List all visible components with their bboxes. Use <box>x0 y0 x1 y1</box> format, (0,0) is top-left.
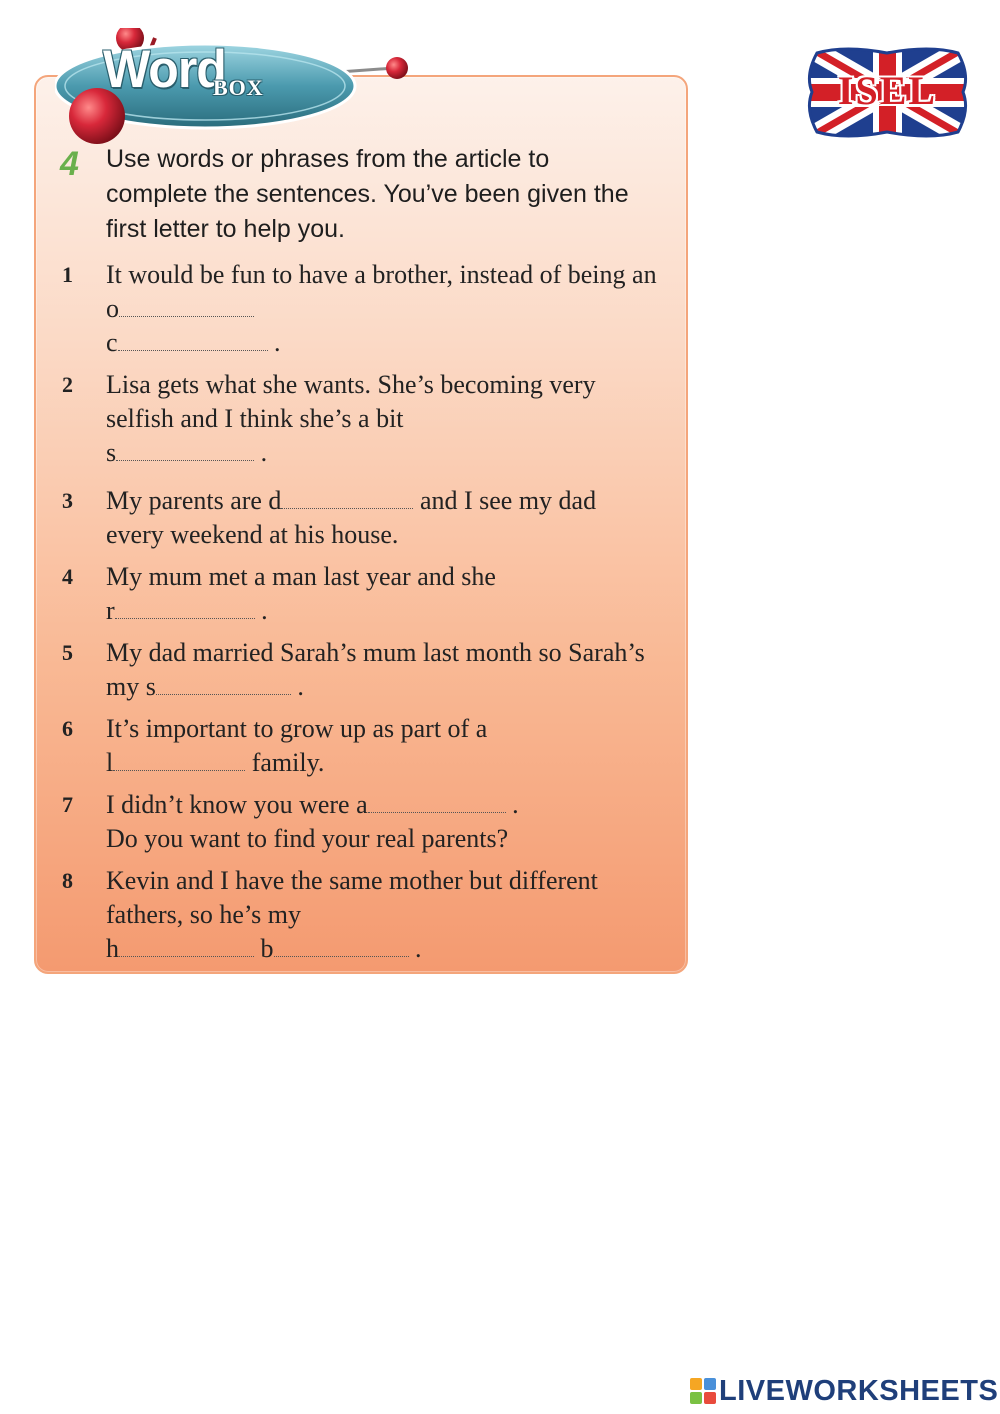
answer-blank[interactable] <box>119 296 254 317</box>
liveworksheets-text: LIVEWORKSHEETS <box>719 1374 999 1407</box>
exercise-items <box>58 258 658 966</box>
item-letter: c <box>106 328 118 357</box>
answer-blank[interactable] <box>118 330 268 351</box>
brand-square <box>704 1378 716 1390</box>
brand-square <box>690 1392 702 1404</box>
exercise-item-6 <box>58 712 658 780</box>
item-text: Lisa gets what she wants. She’s becoming very selfish and I think she’s a bit <box>106 370 596 433</box>
isel-badge <box>805 45 970 140</box>
item-letter: r <box>106 596 115 625</box>
item-text: Do you want to find your real parents? <box>106 824 509 853</box>
item-letter: h <box>106 934 119 963</box>
item-number: 5 <box>62 640 73 665</box>
item-number: 6 <box>62 716 73 741</box>
item-text: family. <box>245 748 325 777</box>
liveworksheets-icon <box>690 1378 716 1404</box>
item-number: 3 <box>62 488 73 513</box>
answer-blank[interactable] <box>368 792 506 813</box>
answer-blank[interactable] <box>113 750 245 771</box>
item-text: and I see my dad every weekend at his house. <box>106 486 597 549</box>
item-text: . <box>267 328 281 357</box>
item-letter: s <box>106 438 117 467</box>
exercise-number: 4 <box>60 145 79 183</box>
answer-blank[interactable] <box>115 598 255 619</box>
isel-logo-text: ISEL <box>837 68 938 113</box>
item-number: 2 <box>62 372 73 397</box>
item-text: . <box>254 596 268 625</box>
exercise-instructions: Use words or phrases from the article to complete the sentences. You’ve been given the first letter to help you. <box>106 145 629 243</box>
exercise-item-3 <box>58 484 658 552</box>
brand-square <box>690 1378 702 1390</box>
item-text: I didn’t know you were a <box>106 790 368 819</box>
answer-blank[interactable] <box>274 936 409 957</box>
item-text: My mum met a man last year and she <box>106 562 496 591</box>
item-text: . <box>290 672 304 701</box>
exercise-item-2 <box>58 368 658 476</box>
answer-blank[interactable] <box>116 440 254 461</box>
item-number: 8 <box>62 868 73 893</box>
item-text: It’s important to grow up as part of a <box>106 714 488 743</box>
brand-square <box>704 1392 716 1404</box>
exercise-item-7 <box>58 788 658 856</box>
exercise-item-1 <box>58 258 658 360</box>
item-number: 1 <box>62 262 73 287</box>
item-letter: b <box>254 934 274 963</box>
exercise-item-8 <box>58 864 658 966</box>
item-text: Kevin and I have the same mother but different fathers, so he’s my <box>106 866 598 929</box>
answer-blank[interactable] <box>281 488 413 509</box>
exercise-item-5 <box>58 636 658 704</box>
item-number: 4 <box>62 564 73 589</box>
item-text: It would be fun to have a brother, instead of being an o <box>106 260 657 323</box>
logo-box-text: BOX <box>213 75 264 100</box>
item-text: . <box>505 790 519 819</box>
item-text: . <box>408 934 422 963</box>
liveworksheets-brand[interactable] <box>690 1374 998 1408</box>
answer-blank[interactable] <box>119 936 254 957</box>
item-letter: l <box>106 748 114 777</box>
answer-blank[interactable] <box>156 674 291 695</box>
item-text: . <box>254 438 268 467</box>
item-text: My parents are d <box>106 486 282 515</box>
item-text: My dad married Sarah’s mum last month so Sarah’s my s <box>106 638 645 701</box>
word-box-logo <box>55 28 415 148</box>
logo-word-text: Word <box>103 39 226 99</box>
item-number: 7 <box>62 792 73 817</box>
exercise-item-4 <box>58 560 658 628</box>
